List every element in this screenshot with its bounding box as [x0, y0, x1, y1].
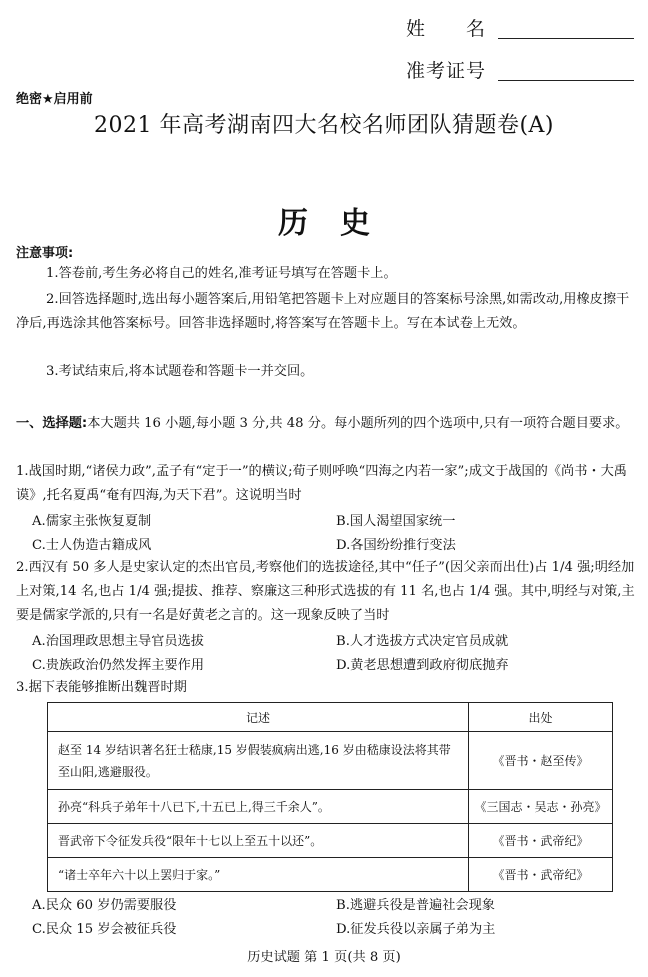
exam-id-blank-line	[498, 80, 634, 81]
table-cell-source: 《晋书・武帝纪》	[469, 858, 613, 892]
question-3-option-a: A.民众 60 岁仍需要服役	[32, 898, 177, 913]
question-3-stem: 3.据下表能够推断出魏晋时期	[16, 680, 187, 695]
table-cell-record: 赵至 14 岁结识著名狂士嵇康,15 岁假装疯病出逃,16 岁由嵇康设法将其带至山阳,逃避服役。	[48, 732, 469, 790]
question-1-option-d: D.各国纷纷推行变法	[336, 538, 456, 553]
table-cell-record: 晋武帝下令征发兵役“限年十七以上至五十以还”。	[48, 824, 469, 858]
section-instructions	[16, 412, 638, 436]
table-header-record: 记述	[48, 703, 469, 732]
question-2-option-d: D.黄老思想遭到政府彻底抛弃	[336, 658, 509, 673]
table-row	[48, 824, 613, 858]
table-cell-source: 《三国志・吴志・孙亮》	[469, 790, 613, 824]
question-1-stem: 1.战国时期,“诸侯力政”,孟子有“定于一”的横议;荀子则呼唤“四海之内若一家”;成文于战国的《尚书・大禹谟》,托名夏禹“奄有四海,为天下君”。这说明当时	[16, 464, 627, 503]
table-header-row	[48, 703, 613, 732]
table-cell-source: 《晋书・武帝纪》	[469, 824, 613, 858]
notice-item-1: 1.答卷前,考生务必将自己的姓名,准考证号填写在答题卡上。	[46, 266, 397, 281]
question-1-option-c: C.士人伪造古籍成风	[32, 538, 152, 553]
name-field	[406, 14, 486, 41]
question-1-option-a: A.儒家主张恢复夏制	[32, 514, 152, 529]
table-cell-source: 《晋书・赵至传》	[469, 732, 613, 790]
notice-item-3: 3.考试结束后,将本试题卷和答题卡一并交回。	[46, 364, 314, 379]
exam-id-field	[406, 56, 486, 83]
name-blank-line	[498, 38, 634, 39]
records-table	[47, 702, 613, 892]
subject-title: 历史	[278, 206, 402, 241]
question-3-option-b: B.逃避兵役是普遍社会现象	[336, 898, 495, 913]
table-row	[48, 858, 613, 892]
question-1-option-b: B.国人渴望国家统一	[336, 514, 456, 529]
question-2-stem: 2.西汉有 50 多人是史家认定的杰出官员,考察他们的选拔途径,其中“任子”(因父亲而出仕)占 1/4 强;明经加上对策,14 名,也占 1/4 强;提拔、推荐、察廉这三种形式选拔的有 11 名,也占 1/4 强。其中,明经与对策,主要是儒家学派的,只有一名是好黄老之言的。这一现象反映了当时	[16, 560, 635, 623]
page-footer: 历史试题 第 1 页(共 8 页)	[247, 950, 401, 965]
table-row	[48, 732, 613, 790]
table-header-source: 出处	[469, 703, 613, 732]
question-2-option-b: B.人才选拔方式决定官员成就	[336, 634, 509, 649]
notice-item-2: 2.回答选择题时,选出每小题答案后,用铅笔把答题卡上对应题目的答案标号涂黑,如需改动,用橡皮擦干净后,再选涂其他答案标号。回答非选择题时,将答案写在答题卡上。写在本试卷上无效。	[16, 292, 630, 331]
notice-heading: 注意事项:	[16, 246, 74, 261]
exam-title: 2021 年高考湖南四大名校名师团队猜题卷(A)	[93, 113, 555, 138]
table-cell-record: 孙亮“科兵子弟年十八已下,十五已上,得三千余人”。	[48, 790, 469, 824]
question-3-option-d: D.征发兵役以亲属子弟为主	[336, 922, 496, 937]
question-3-option-c: C.民众 15 岁会被征兵役	[32, 922, 177, 937]
table-cell-record: “诸士卒年六十以上罢归于家。”	[48, 858, 469, 892]
name-label: 姓 名	[406, 18, 487, 40]
question-2-option-a: A.治国理政思想主导官员选拔	[32, 634, 204, 649]
question-2-option-c: C.贵族政治仍然发挥主要作用	[32, 658, 205, 673]
section-text: 本大题共 16 小题,每小题 3 分,共 48 分。每小题所列的四个选项中,只有一项符合题目要求。	[87, 416, 629, 431]
secret-tag: 绝密★启用前	[16, 92, 93, 107]
section-label: 一、选择题:	[16, 416, 88, 431]
table-row	[48, 790, 613, 824]
exam-id-label: 准考证号	[406, 60, 487, 82]
